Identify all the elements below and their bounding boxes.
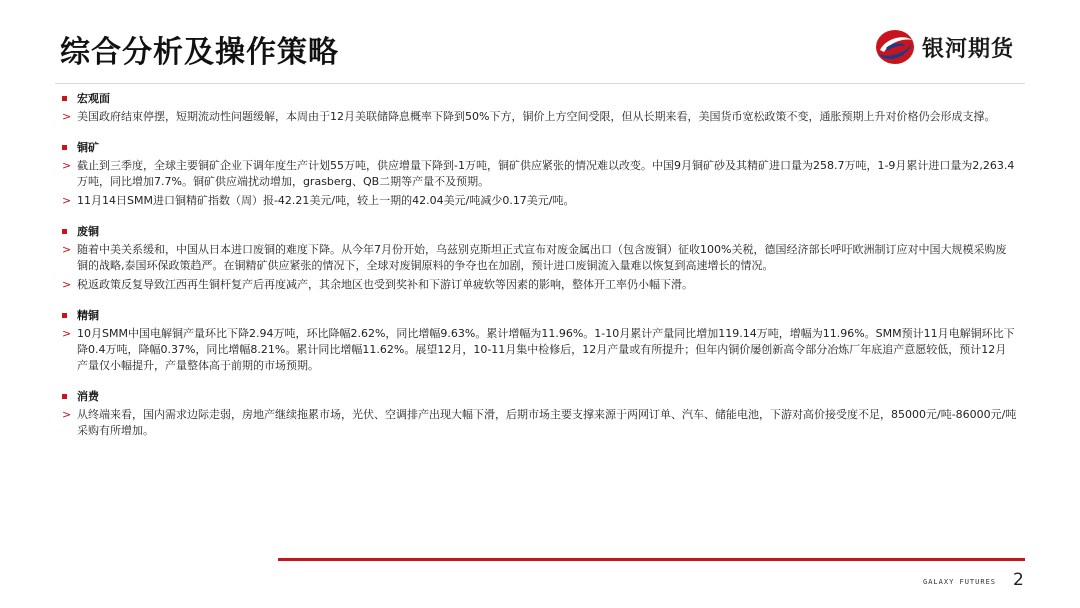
chevron-right-icon: > — [62, 194, 72, 207]
section-title: 宏观面 — [77, 92, 110, 105]
logo-text: 银河期货 — [922, 36, 1015, 62]
item-text: 从终端来看，国内需求边际走弱，房地产继续拖累市场，光伏、空调排产出现大幅下滑，后期市场主要支撑来源于两网订单、汽车、储能电池，下游对高价接受度不足，85000元/吨-86000元/吨采购有所增加。 — [77, 408, 1017, 437]
section-title: 铜矿 — [77, 141, 99, 154]
chevron-right-icon: > — [62, 110, 72, 123]
section-refined-copper — [62, 307, 1022, 374]
list-item — [62, 407, 1022, 439]
item-text: 11月14日SMM进口铜精矿指数（周）报-42.21美元/吨，较上一期的42.04美元/吨减少0.17美元/吨。 — [77, 194, 575, 207]
list-item — [62, 193, 1022, 209]
section-macro — [62, 90, 1022, 125]
section-title: 废铜 — [77, 225, 99, 238]
square-bullet-icon — [62, 313, 67, 318]
item-text: 10月SMM中国电解铜产量环比下降2.94万吨，环比降幅2.62%，同比增幅9.63%。累计增幅为11.96%。1-10月累计产量同比增加119.14万吨，增幅为11.96%。SMM预计11月电解铜环比下降0.4万吨，降幅0.37%，同比增幅8.21%。累计同比增幅11.62%。展望12月，10-11月集中检修后，12月产量或有所提升；但年内铜价屡创新高令部分冶炼厂年底追产意愿较低，预计12月产量仅小幅提升，产量整体高于前期的市场预期。 — [77, 327, 1015, 372]
brand-logo — [874, 28, 1014, 66]
list-item — [62, 242, 1022, 274]
item-text: 截止到三季度，全球主要铜矿企业下调年度生产计划55万吨，供应增量下降到-1万吨，铜矿供应紧张的情况难以改变。中国9月铜矿砂及其精矿进口量为258.7万吨，1-9月累计进口量为2,263.4万吨，同比增加7.7%。铜矿供应端扰动增加，grasberg、QB二期等产量不及预期。 — [77, 159, 1015, 188]
page-title: 综合分析及操作策略 — [60, 35, 339, 70]
list-item — [62, 109, 1022, 125]
chevron-right-icon: > — [62, 243, 72, 256]
square-bullet-icon — [62, 229, 67, 234]
square-bullet-icon — [62, 145, 67, 150]
chevron-right-icon: > — [62, 408, 72, 421]
header-divider — [55, 83, 1025, 84]
item-text: 税返政策反复导致江西再生铜杆复产后再度减产，其余地区也受到奖补和下游订单疲软等因素的影响，整体开工率仍小幅下滑。 — [77, 278, 693, 291]
footer-divider — [278, 558, 1025, 561]
item-text: 随着中美关系缓和，中国从日本进口废铜的难度下降。从今年7月份开始，乌兹别克斯坦正式宣布对废金属出口（包含废铜）征收100%关税，德国经济部长呼吁欧洲制订应对中国大规模采购废铜的战略,泰国环保政策趋严。在铜精矿供应紧张的情况下，全球对废铜原料的争夺也在加剧，预计进口废铜流入量难以恢复到高速增长的情况。 — [77, 243, 1007, 272]
chevron-right-icon: > — [62, 159, 72, 172]
section-copper-ore — [62, 139, 1022, 209]
section-scrap-copper — [62, 223, 1022, 293]
square-bullet-icon — [62, 394, 67, 399]
galaxy-logo-icon — [874, 28, 916, 66]
chevron-right-icon: > — [62, 278, 72, 291]
list-item — [62, 158, 1022, 190]
list-item — [62, 326, 1022, 374]
section-title: 消费 — [77, 390, 99, 403]
item-text: 美国政府结束停摆，短期流动性问题缓解，本周由于12月美联储降息概率下降到50%下方，铜价上方空间受限，但从长期来看，美国货币宽松政策不变，通胀预期上升对价格仍会形成支撑。 — [77, 110, 996, 123]
footer-label: GALAXY FUTURES — [923, 578, 997, 586]
list-item — [62, 277, 1022, 293]
square-bullet-icon — [62, 96, 67, 101]
section-title: 精铜 — [77, 309, 99, 322]
content-body — [62, 90, 1022, 453]
section-consumption — [62, 388, 1022, 439]
page-number: 2 — [1013, 570, 1024, 590]
chevron-right-icon: > — [62, 327, 72, 340]
